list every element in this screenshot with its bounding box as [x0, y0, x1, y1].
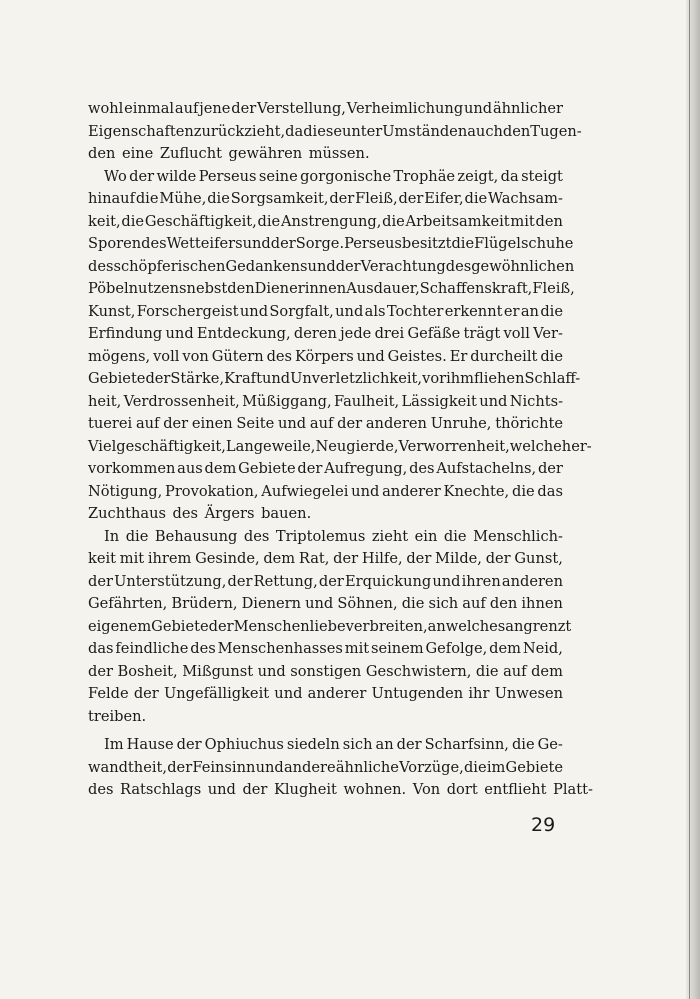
- text-line: Vielgeschäftigkeit, Langeweile, Neugierde, Verworrenheit, welche her-: [88, 437, 592, 455]
- text-line: Kunst, Forschergeist und Sorgfalt, und als Tochter erkennt er an die: [88, 302, 563, 320]
- text-line: Erfindung und Entdeckung, deren jede drei Gefäße trägt voll Ver-: [88, 325, 563, 342]
- paragraph: [88, 166, 592, 526]
- text-line: hinauf die Mühe, die Sorgsamkeit, der Fleiß, der Eifer, die Wachsam-: [88, 190, 563, 207]
- text-line: wandtheit, der Feinsinn und andere ähnliche Vorzüge, die im Gebiete: [88, 758, 563, 776]
- text-line: Pöbelnutzens nebst den Dienerinnen Ausdauer, Schaffenskraft, Fleiß,: [88, 280, 575, 297]
- body-text: [88, 98, 593, 802]
- text-line: Eigenschaften zurückzieht, da diese unter Umständen auch den Tugen-: [88, 122, 582, 140]
- text-line: Felde der Ungefälligkeit und anderer Untugenden ihr Unwesen: [88, 685, 563, 702]
- text-line: den eine Zuflucht gewähren müssen.: [88, 145, 370, 162]
- text-line: Im Hause der Ophiuchus siedeln sich an der Scharfsinn, die Ge-: [104, 736, 563, 753]
- paragraph: [88, 734, 593, 802]
- text-line: der Bosheit, Mißgunst und sonstigen Geschwistern, die auf dem: [88, 662, 563, 680]
- text-line: Gefährten, Brüdern, Dienern und Söhnen, die sich auf den ihnen: [88, 595, 563, 612]
- text-line: keit mit ihrem Gesinde, dem Rat, der Hilfe, der Milde, der Gunst,: [88, 550, 563, 567]
- text-line: mögens, voll von Gütern des Körpers und Geistes. Er durcheilt die: [88, 347, 563, 365]
- text-line: das feindliche des Menschenhasses mit seinem Gefolge, dem Neid,: [88, 640, 563, 657]
- text-line: des schöpferischen Gedankens und der Verachtung des gewöhnlichen: [88, 257, 575, 275]
- text-line: Wo der wilde Perseus seine gorgonische Trophäe zeigt, da steigt: [104, 167, 563, 185]
- text-line: des Ratschlags und der Klugheit wohnen. Von dort entflieht Platt-: [88, 781, 593, 798]
- text-line: treiben.: [88, 707, 147, 725]
- text-line: heit, Verdrossenheit, Müßiggang, Faulheit, Lässigkeit und Nichts-: [88, 392, 563, 410]
- text-line: eigenem Gebiete der Menschenliebe verbreiten, an welches angrenzt: [88, 617, 572, 635]
- text-line: Sporen des Wetteifers und der Sorge. Perseus besitzt die Flügelschuhe: [88, 235, 574, 252]
- page-edge-line: [689, 0, 690, 999]
- page-number: 29: [531, 814, 556, 836]
- text-line: Zuchthaus des Ärgers bauen.: [88, 505, 312, 522]
- text-line: tuerei auf der einen Seite und auf der anderen Unruhe, thörichte: [88, 415, 563, 432]
- text-line: wohl einmal auf jene der Verstellung, Verheimlichung und ähnlicher: [88, 100, 563, 117]
- paragraph: [88, 526, 572, 729]
- text-line: Nötigung, Provokation, Aufwiegelei und anderer Knechte, die das: [88, 482, 563, 500]
- text-line: vorkommen aus dem Gebiete der Aufregung, des Aufstachelns, der: [88, 460, 563, 477]
- text-line: der Unterstützung, der Rettung, der Erquickung und ihren anderen: [88, 572, 563, 590]
- text-line: Gebiete der Stärke, Kraft und Unverletzlichkeit, vor ihm fliehen Schlaff-: [88, 370, 581, 387]
- paragraph: [88, 98, 582, 166]
- text-line: In die Behausung des Triptolemus zieht ein die Menschlich-: [104, 527, 563, 545]
- text-line: keit, die Geschäftigkeit, die Anstrengung, die Arbeitsamkeit mit den: [88, 212, 563, 230]
